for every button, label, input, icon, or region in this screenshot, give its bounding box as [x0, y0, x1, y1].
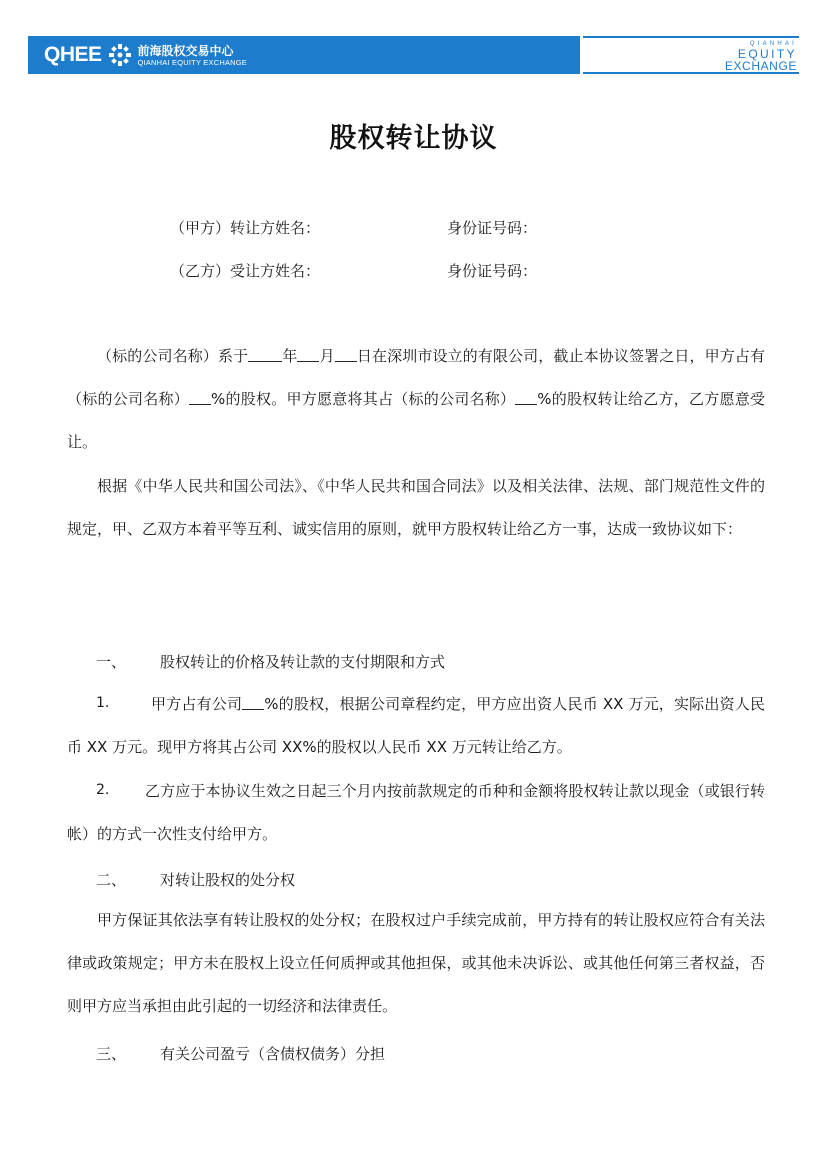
section-1-heading: 股权转让的价格及转让款的支付期限和方式	[160, 653, 446, 671]
party-b-name-label: （乙方）受让方姓名：	[170, 262, 321, 280]
intro-paragraph	[67, 335, 765, 464]
item-2-number: 2.	[96, 782, 110, 798]
brand-middle-line: EQUITY	[737, 47, 797, 61]
percent-blank-2	[515, 390, 537, 405]
party-a-id-label: 身份证号码：	[447, 219, 538, 237]
year-blank	[248, 347, 282, 362]
logo-english-name: QIANHAI EQUITY EXCHANGE	[137, 57, 247, 67]
section-2-number: 二、	[96, 871, 127, 889]
percent-blank-1	[189, 390, 211, 405]
intro-text-2: 年	[282, 347, 298, 365]
intro-text-4: 日在深圳市设立的有限公司，截止本协议签署之日，甲方占有（标的公司名称）	[67, 347, 765, 408]
day-blank	[335, 347, 357, 362]
month-blank	[297, 347, 319, 362]
section-3-heading: 有关公司盈亏（含债权债务）分担	[160, 1045, 386, 1063]
logo-chinese-name: 前海股权交易中心	[137, 43, 234, 58]
section-1-number: 一、	[96, 653, 127, 671]
qhee-logo-icon	[108, 43, 132, 67]
intro-text-1: （标的公司名称）系于	[97, 347, 249, 365]
item-1-paragraph	[67, 683, 765, 769]
page-title: 股权转让协议	[329, 123, 498, 154]
intro-text-3: 月	[319, 347, 335, 365]
item-1-percent-blank	[242, 695, 264, 710]
intro-text-6: %的股权转让给乙方，乙方愿意受让。	[67, 390, 765, 451]
brand-bottom-line: EXCHANGE	[724, 59, 797, 73]
header-banner	[28, 36, 580, 74]
basis-paragraph: 根据《中华人民共和国公司法》、《中华人民共和国合同法》以及相关法律、法规、部门规范性文件的规定，甲、乙双方本着平等互利、诚实信用的原则，就甲方股权转让给乙方一事，达成一致协议如下：	[67, 477, 765, 538]
item-1-number: 1.	[96, 695, 110, 711]
party-a-name-label: （甲方）转让方姓名：	[170, 219, 321, 237]
item-1-text-a: 甲方占有公司	[151, 695, 243, 713]
brand-wordmark	[725, 40, 797, 73]
section-2-heading: 对转让股权的处分权	[160, 871, 296, 889]
intro-text-5: %的股权。甲方愿意将其占（标的公司名称）	[211, 390, 516, 408]
item-1-text-b: %的股权，根据公司章程约定，甲方应出资人民币 XX 万元，实际出资人民币 XX 万元。现甲方将其占公司 XX%的股权以人民币 XX 万元转让给乙方。	[67, 695, 765, 756]
brand-top-line: QIANHAI	[749, 41, 797, 47]
section-2-paragraph: 甲方保证其依法享有转让股权的处分权；在股权过户手续完成前，甲方持有的转让股权应符合有关法律或政策规定；甲方未在股权上设立任何质押或其他担保，或其他未决诉讼、或其他任何第三者权益，否则甲方应当承担由此引起的一切经济和法律责任。	[67, 911, 765, 1015]
logo-text-block	[138, 44, 247, 67]
item-2-paragraph: 乙方应于本协议生效之日起三个月内按前款规定的币种和金额将股权转让款以现金（或银行转帐）的方式一次性支付给甲方。	[67, 782, 765, 843]
section-3-number: 三、	[96, 1045, 127, 1063]
party-b-id-label: 身份证号码：	[447, 262, 538, 280]
logo-abbreviation: QHEE	[44, 43, 102, 66]
